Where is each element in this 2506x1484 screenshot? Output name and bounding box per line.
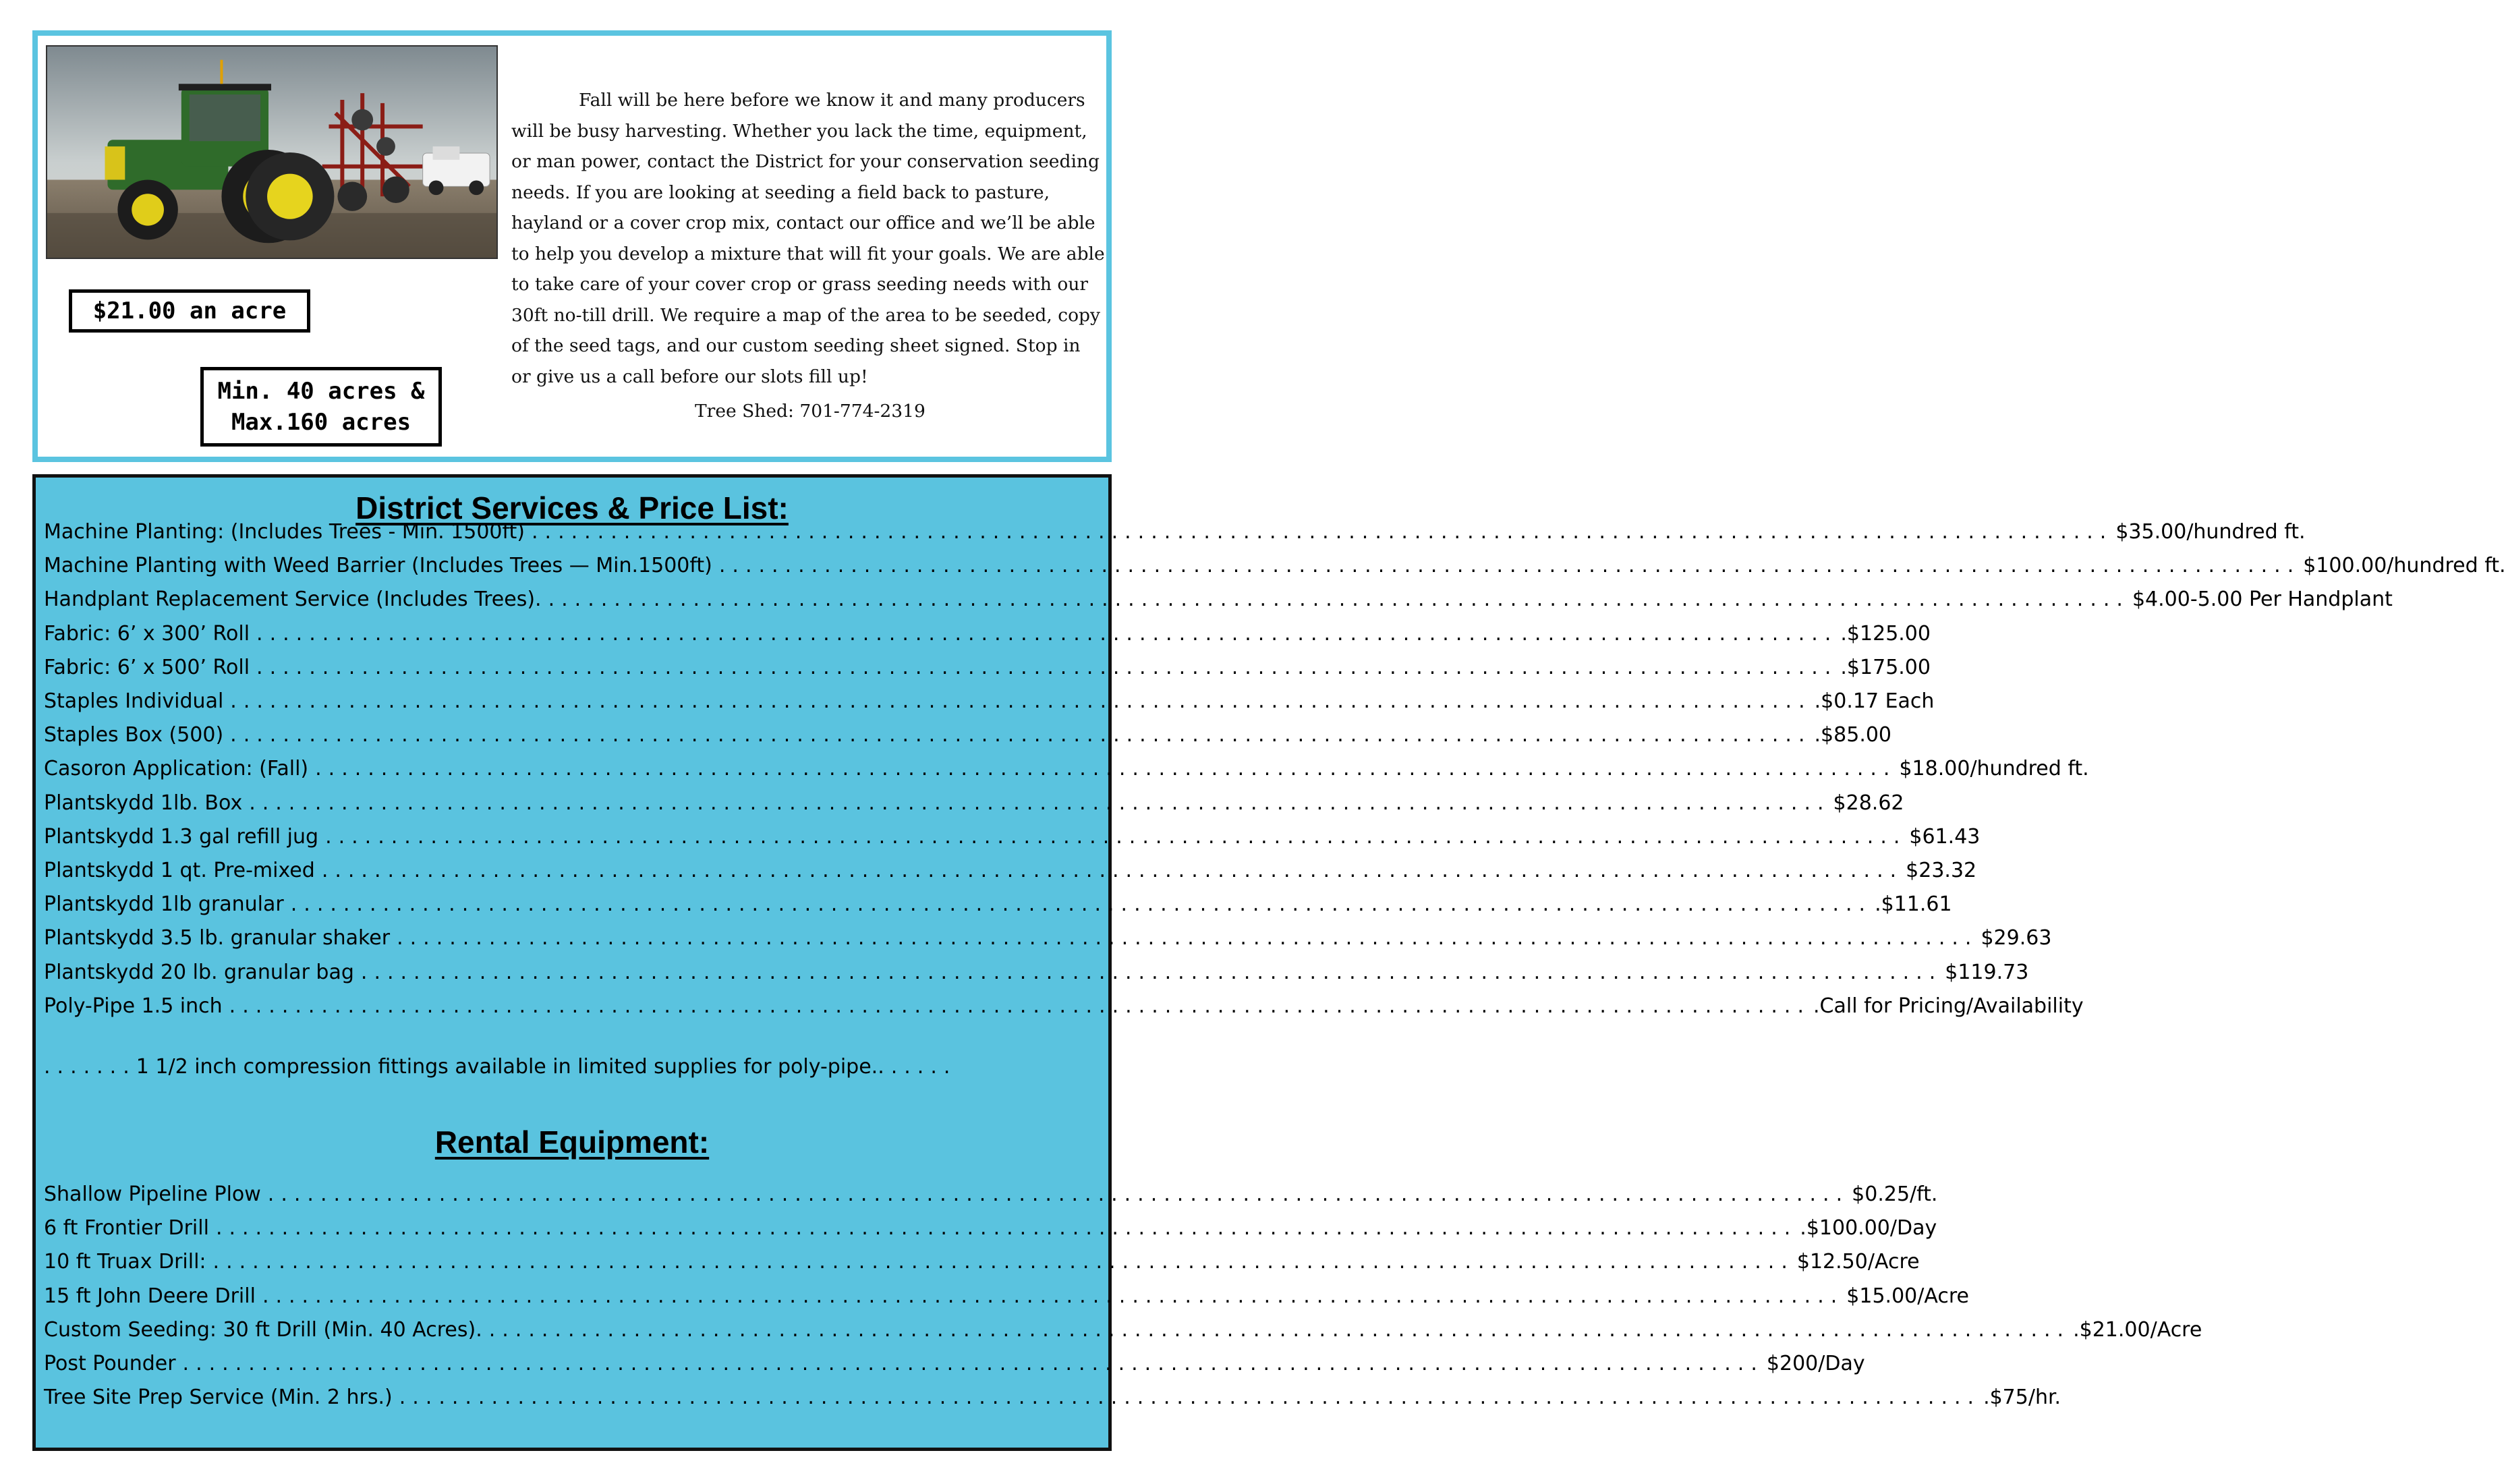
- price-row: [44, 1386, 2061, 1419]
- leader-dots: ........................................................................................................................: [182, 1352, 1764, 1375]
- item-price: $4.00-5.00 Per Handplant: [2132, 588, 2393, 612]
- leader-dots: ........................................................................................................................: [548, 588, 2130, 612]
- price-row: [44, 520, 2306, 554]
- price-row: [44, 1250, 1920, 1284]
- item-price: $100.00/hundred ft.: [2303, 554, 2506, 578]
- item-label: Plantskydd 1lb granular: [44, 892, 284, 917]
- item-label: Plantskydd 1.3 gal refill jug: [44, 824, 319, 849]
- item-label: Machine Planting with Weed Barrier (Includes Trees — Min.1500ft): [44, 554, 712, 578]
- price-row: [44, 723, 1892, 757]
- acre-limits-badge: [200, 367, 442, 447]
- item-price: .$125.00: [1840, 621, 1931, 646]
- item-label: Tree Site Prep Service (Min. 2 hrs.): [44, 1386, 393, 1410]
- price-row: [44, 892, 1952, 926]
- item-label: Fabric: 6’ x 500’ Roll: [44, 655, 250, 679]
- item-label: Casoron Application: (Fall): [44, 757, 309, 781]
- seeding-intro-paragraph: Fall will be here before we know it and many producers will be busy harvesting. Whether you lack the time, equipment, or man power, contact the District for your conservation seeding needs. If you are looking at seeding a field back to pasture, hayland or a cover crop mix, contact our office and we’ll be able to help you develop a mixture that will fit your goals. We are able to take care of your cover crop or grass seeding needs with our 30ft no-till drill. We require a map of the area to be seeded, copy of the seed tags, and our custom seeding sheet signed. Stop in or give us a call before our slots fill up!: [511, 90, 1105, 387]
- poly-pipe-note: [44, 1055, 1096, 1089]
- item-label: Machine Planting: (Includes Trees - Min. 1500ft): [44, 520, 525, 544]
- price-row: [44, 960, 2029, 994]
- item-price: .$11.61: [1875, 892, 1952, 917]
- item-label: 6 ft Frontier Drill: [44, 1216, 209, 1240]
- price-row: [44, 554, 2506, 588]
- price-row: [44, 1317, 2202, 1352]
- item-price: $0.25/ft.: [1852, 1182, 1938, 1206]
- price-row: [44, 588, 2393, 621]
- price-row: [44, 689, 1935, 723]
- item-price: .$0.17 Each: [1814, 689, 1935, 713]
- item-price: $28.62: [1833, 791, 1904, 815]
- price-row: [44, 1352, 1865, 1386]
- item-label: Custom Seeding: 30 ft Drill (Min. 40 Acres).: [44, 1317, 482, 1342]
- leader-dots: ........................................................................................................................: [267, 1182, 1850, 1206]
- price-per-acre-badge: [69, 289, 310, 333]
- item-price: $35.00/hundred ft.: [2115, 520, 2306, 544]
- item-label: Poly-Pipe 1.5 inch: [44, 994, 223, 1018]
- item-label: Plantskydd 1 qt. Pre-mixed: [44, 859, 315, 882]
- leader-dots: ........................................................................................................................: [360, 960, 1943, 984]
- leader-dots: ........................................................................................................................: [397, 926, 1978, 950]
- item-price: $200/Day: [1766, 1352, 1865, 1375]
- leader-dots: ........................................................................................................................: [290, 892, 1873, 917]
- item-price: .Call for Pricing/Availability: [1813, 994, 2084, 1018]
- price-per-acre-text: $21.00 an acre: [92, 297, 287, 324]
- item-price: .$75/hr.: [1983, 1386, 2061, 1410]
- leader-dots: ........................................................................................................................: [325, 824, 1907, 849]
- leader-dots: ........................................................................................................................: [262, 1284, 1844, 1308]
- price-list-panel: [32, 474, 2506, 1451]
- tractor-illustration: [47, 47, 496, 258]
- leader-dots: ........................................................................................................................: [488, 1317, 2071, 1342]
- leader-dots: ........................................................................................................................: [256, 655, 1838, 679]
- price-row: [44, 926, 2052, 960]
- item-label: Handplant Replacement Service (Includes Trees).: [44, 588, 542, 612]
- price-row: [44, 1284, 1969, 1318]
- item-label: Post Pounder: [44, 1352, 176, 1375]
- item-label: 15 ft John Deere Drill: [44, 1284, 256, 1308]
- item-label: Plantskydd 20 lb. granular bag: [44, 960, 354, 984]
- services-title: District Services & Price List:: [355, 490, 789, 525]
- item-label: Shallow Pipeline Plow: [44, 1182, 261, 1206]
- item-price: .$21.00/Acre: [2073, 1317, 2202, 1342]
- leader-dots: ........................................................................................................................: [315, 757, 1897, 781]
- price-row: [44, 621, 1931, 656]
- item-price: $15.00/Acre: [1846, 1284, 1969, 1308]
- leader-dots: ........................................................................................................................: [256, 621, 1838, 646]
- item-price: $119.73: [1945, 960, 2029, 984]
- poly-pipe-note-text: 1 1/2 inch compression fittings available in limited supplies for poly-pipe.: [136, 1055, 878, 1079]
- leader-dots: .......: [44, 1055, 136, 1079]
- item-label: Staples Individual: [44, 689, 224, 713]
- acre-max-text: Max.160 acres: [231, 409, 411, 436]
- price-row: [44, 1216, 1937, 1250]
- price-row: [44, 859, 1977, 892]
- price-row: [44, 757, 2089, 791]
- leader-dots: ........................................................................................................................: [230, 689, 1812, 713]
- item-price: $29.63: [1981, 926, 2052, 950]
- price-row: [44, 994, 2084, 1028]
- price-row: [44, 1182, 1938, 1216]
- leader-dots: ........................................................................................................................: [230, 723, 1812, 747]
- item-label: Fabric: 6’ x 300’ Roll: [44, 621, 250, 646]
- leader-dots: ........................................................................................................................: [212, 1250, 1794, 1274]
- leader-dots: ......: [878, 1055, 957, 1079]
- leader-dots: ........................................................................................................................: [532, 520, 2113, 544]
- leader-dots: ........................................................................................................................: [321, 859, 1904, 882]
- item-label: 10 ft Truax Drill:: [44, 1250, 206, 1274]
- rental-title: Rental Equipment:: [434, 1124, 710, 1160]
- price-row: [44, 655, 1931, 689]
- leader-dots: ........................................................................................................................: [718, 554, 2301, 578]
- item-price: $61.43: [1909, 824, 1981, 849]
- item-label: Plantskydd 3.5 lb. granular shaker: [44, 926, 391, 950]
- leader-dots: ........................................................................................................................: [399, 1386, 1981, 1410]
- tractor-photo: [46, 45, 498, 259]
- leader-dots: ........................................................................................................................: [229, 994, 1811, 1018]
- leader-dots: ........................................................................................................................: [215, 1216, 1798, 1240]
- tree-shed-contact: Tree Shed: 701-774-2319: [695, 401, 925, 422]
- item-price: $18.00/hundred ft.: [1899, 757, 2089, 781]
- item-label: Staples Box (500): [44, 723, 224, 747]
- item-price: .$85.00: [1814, 723, 1892, 747]
- acre-min-text: Min. 40 acres &: [217, 378, 425, 405]
- price-row: [44, 791, 1904, 825]
- item-label: Plantskydd 1lb. Box: [44, 791, 243, 815]
- item-price: $23.32: [1906, 859, 1977, 882]
- item-price: .$175.00: [1840, 655, 1931, 679]
- leader-dots: ........................................................................................................................: [249, 791, 1831, 815]
- price-row: [44, 824, 1981, 859]
- item-price: .$100.00/Day: [1800, 1216, 1937, 1240]
- item-price: $12.50/Acre: [1796, 1250, 1920, 1274]
